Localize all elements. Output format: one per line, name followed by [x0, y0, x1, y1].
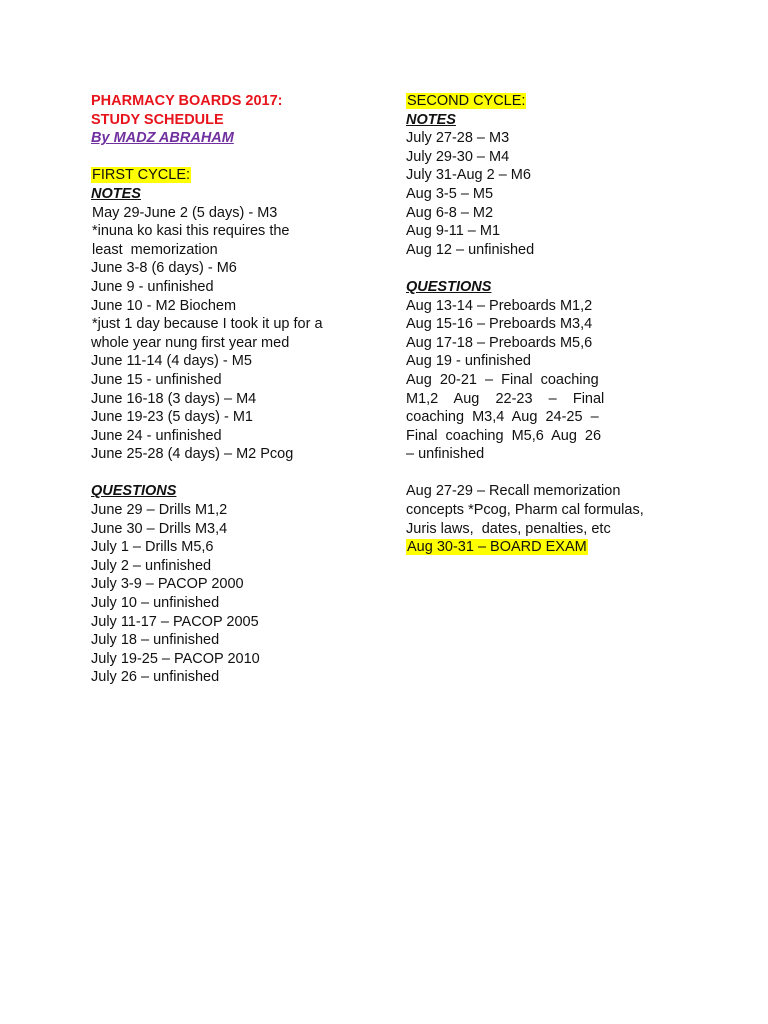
board-exam-line: Aug 30-31 – BOARD EXAM: [407, 539, 587, 556]
document-title-line1: PHARMACY BOARDS 2017:: [91, 93, 283, 109]
note-line: Aug 6-8 – M2: [406, 204, 494, 221]
note-line: July 31-Aug 2 – M6: [406, 167, 531, 184]
question-line: Aug 19 - unfinished: [406, 353, 531, 370]
note-line: June 9 - unfinished: [91, 278, 214, 295]
question-line: July 18 – unfinished: [91, 632, 220, 649]
note-line: June 11-14 (4 days) - M5: [91, 353, 252, 370]
note-line: Aug 9-11 – M1: [406, 223, 501, 240]
final-coaching-line: M1,2 Aug 22-23 – Final: [406, 390, 605, 407]
note-line: *just 1 day because I took it up for a: [92, 316, 323, 333]
note-line: June 3-8 (6 days) - M6: [91, 260, 237, 277]
second-cycle-questions-heading: QUESTIONS: [406, 278, 492, 295]
note-line: whole year nung first year med: [91, 334, 290, 351]
right-column: [406, 92, 666, 557]
final-coaching-line: Aug 20-21 – Final coaching: [406, 371, 599, 388]
left-column: [91, 92, 351, 687]
question-line: July 2 – unfinished: [91, 557, 212, 574]
note-line: May 29-June 2 (5 days) - M3: [92, 204, 278, 221]
first-cycle-questions-heading: QUESTIONS: [91, 483, 177, 500]
question-line: June 29 – Drills M1,2: [91, 502, 228, 519]
note-line: Aug 12 – unfinished: [406, 241, 535, 258]
final-coaching-line: – unfinished: [406, 446, 485, 463]
first-cycle-heading: FIRST CYCLE:: [92, 167, 191, 184]
note-line: least memorization: [92, 241, 218, 258]
question-line: July 3-9 – PACOP 2000: [91, 576, 244, 593]
note-line: June 15 - unfinished: [91, 371, 222, 388]
question-line: Aug 15-16 – Preboards M3,4: [406, 316, 593, 333]
second-cycle-notes-heading: NOTES: [406, 111, 456, 128]
recall-line: Juris laws, dates, penalties, etc: [406, 520, 611, 537]
question-line: Aug 17-18 – Preboards M5,6: [406, 334, 593, 351]
note-line: July 27-28 – M3: [406, 130, 510, 147]
question-line: July 1 – Drills M5,6: [91, 539, 214, 556]
question-line: July 19-25 – PACOP 2010: [91, 650, 260, 667]
note-line: June 19-23 (5 days) - M1: [91, 409, 253, 426]
note-line: June 16-18 (3 days) – M4: [91, 390, 257, 407]
question-line: July 10 – unfinished: [91, 595, 220, 612]
author-byline: By MADZ ABRAHAM: [91, 130, 234, 147]
final-coaching-line: coaching M3,4 Aug 24-25 –: [406, 409, 599, 426]
spacer: [406, 259, 666, 278]
document-title-line2: STUDY SCHEDULE: [91, 111, 224, 128]
question-line: July 11-17 – PACOP 2005: [91, 613, 259, 630]
spacer: [91, 464, 351, 483]
question-line: June 30 – Drills M3,4: [91, 520, 228, 537]
note-line: *inuna ko kasi this requires the: [92, 223, 290, 240]
final-coaching-line: Final coaching M5,6 Aug 26: [406, 427, 602, 444]
question-line: July 26 – unfinished: [91, 669, 220, 686]
note-line: June 24 - unfinished: [91, 427, 222, 444]
spacer: [406, 464, 666, 483]
note-line: June 25-28 (4 days) – M2 Pcog: [91, 446, 294, 463]
spacer: [91, 148, 351, 167]
recall-line: concepts *Pcog, Pharm cal formulas,: [406, 502, 644, 519]
note-line: Aug 3-5 – M5: [406, 185, 494, 202]
first-cycle-notes-heading: NOTES: [91, 185, 141, 202]
recall-line: Aug 27-29 – Recall memorization: [406, 483, 621, 500]
note-line: June 10 - M2 Biochem: [91, 297, 237, 314]
second-cycle-heading: SECOND CYCLE:: [407, 93, 526, 109]
note-line: July 29-30 – M4: [406, 148, 510, 165]
question-line: Aug 13-14 – Preboards M1,2: [406, 297, 593, 314]
